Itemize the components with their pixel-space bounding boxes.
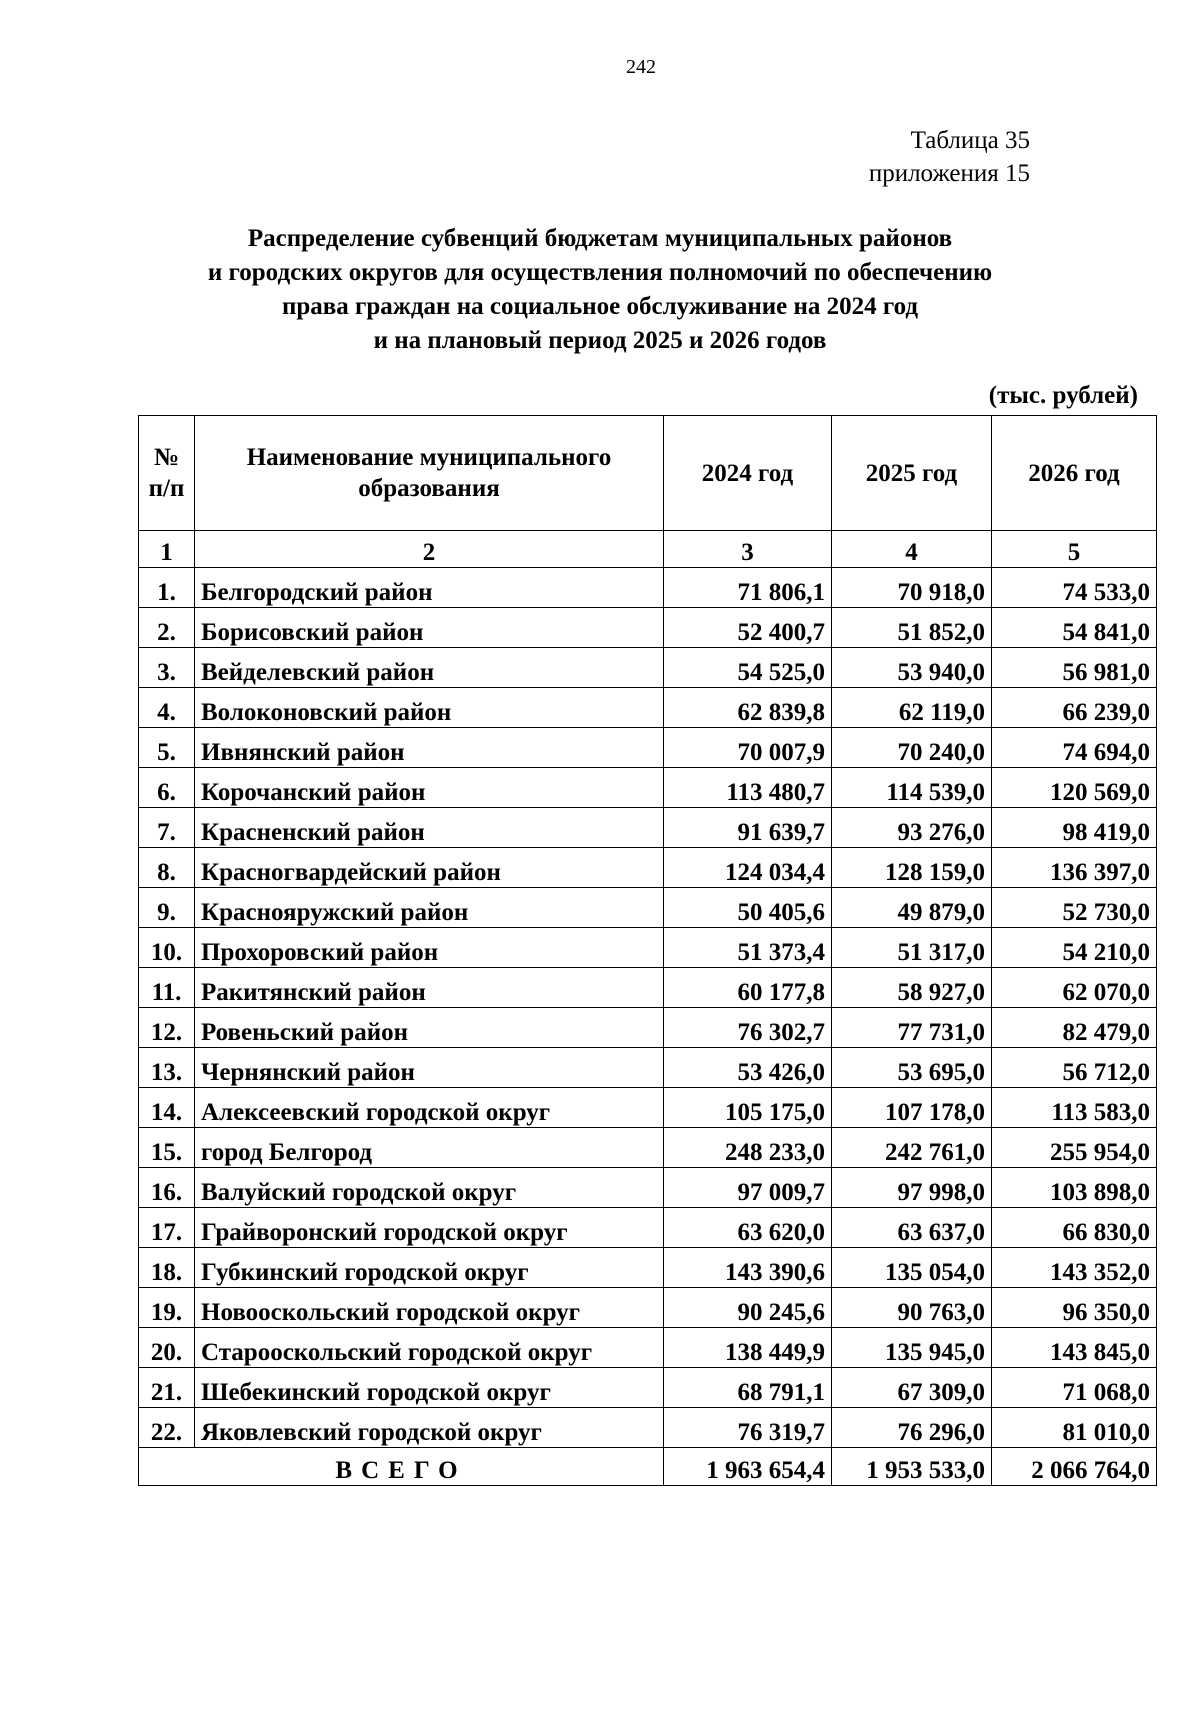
table-ref-line: приложения 15	[868, 160, 1030, 187]
municipality-name: Валуйский городской округ	[195, 1168, 664, 1208]
municipality-name: Красненский район	[195, 808, 664, 848]
row-number: 22.	[139, 1408, 195, 1448]
value-2025: 76 296,0	[832, 1408, 992, 1448]
row-number: 11.	[139, 968, 195, 1008]
row-number: 4.	[139, 688, 195, 728]
municipality-name: Борисовский район	[195, 608, 664, 648]
value-2026: 56 981,0	[992, 648, 1157, 688]
municipality-name: Старооскольский городской округ	[195, 1328, 664, 1368]
table-row	[139, 568, 1157, 608]
value-2026: 66 830,0	[992, 1208, 1157, 1248]
table-row	[139, 888, 1157, 928]
municipality-name: Корочанский район	[195, 768, 664, 808]
header-num: № п/п	[139, 416, 195, 531]
value-2025: 49 879,0	[832, 888, 992, 928]
table-row	[139, 928, 1157, 968]
table-reference	[869, 124, 1030, 190]
value-2024: 71 806,1	[664, 568, 832, 608]
municipality-name: Грайворонский городской округ	[195, 1208, 664, 1248]
value-2025: 70 918,0	[832, 568, 992, 608]
value-2026: 82 479,0	[992, 1008, 1157, 1048]
units-label: (тыс. рублей)	[988, 382, 1138, 409]
row-number: 17.	[139, 1208, 195, 1248]
value-2025: 67 309,0	[832, 1368, 992, 1408]
municipality-name: Красногвардейский район	[195, 848, 664, 888]
page-number: 242	[626, 56, 656, 78]
row-number: 1.	[139, 568, 195, 608]
row-number: 12.	[139, 1008, 195, 1048]
municipality-name: Вейделевский район	[195, 648, 664, 688]
value-2025: 51 852,0	[832, 608, 992, 648]
table-row	[139, 1408, 1157, 1448]
total-label: ВСЕГО	[139, 1448, 664, 1486]
municipality-name: Прохоровский район	[195, 928, 664, 968]
value-2024: 76 319,7	[664, 1408, 832, 1448]
value-2024: 50 405,6	[664, 888, 832, 928]
value-2026: 54 210,0	[992, 928, 1157, 968]
municipality-name: Ракитянский район	[195, 968, 664, 1008]
value-2024: 143 390,6	[664, 1248, 832, 1288]
subvention-table	[138, 415, 1157, 1486]
value-2025: 114 539,0	[832, 768, 992, 808]
table-row	[139, 1088, 1157, 1128]
table-row	[139, 1008, 1157, 1048]
row-number: 7.	[139, 808, 195, 848]
municipality-name: Краснояружский район	[195, 888, 664, 928]
value-2026: 98 419,0	[992, 808, 1157, 848]
title-line: и городских округов для осуществления полномочий по обеспечению	[207, 259, 993, 286]
value-2024: 60 177,8	[664, 968, 832, 1008]
value-2024: 97 009,7	[664, 1168, 832, 1208]
value-2026: 120 569,0	[992, 768, 1157, 808]
row-number: 5.	[139, 728, 195, 768]
value-2025: 77 731,0	[832, 1008, 992, 1048]
value-2025: 242 761,0	[832, 1128, 992, 1168]
municipality-name: Волоконовский район	[195, 688, 664, 728]
row-number: 2.	[139, 608, 195, 648]
value-2026: 56 712,0	[992, 1048, 1157, 1088]
row-number: 21.	[139, 1368, 195, 1408]
row-number: 16.	[139, 1168, 195, 1208]
value-2025: 53 940,0	[832, 648, 992, 688]
table-row	[139, 728, 1157, 768]
row-number: 14.	[139, 1088, 195, 1128]
value-2025: 90 763,0	[832, 1288, 992, 1328]
value-2024: 52 400,7	[664, 608, 832, 648]
value-2026: 74 533,0	[992, 568, 1157, 608]
value-2025: 58 927,0	[832, 968, 992, 1008]
total-row	[139, 1448, 1157, 1486]
value-2026: 52 730,0	[992, 888, 1157, 928]
table-row	[139, 1128, 1157, 1168]
row-number: 6.	[139, 768, 195, 808]
total-2026: 2 066 764,0	[992, 1448, 1157, 1486]
municipality-name: Ровеньский район	[195, 1008, 664, 1048]
value-2026: 136 397,0	[992, 848, 1157, 888]
value-2024: 62 839,8	[664, 688, 832, 728]
value-2026: 143 352,0	[992, 1248, 1157, 1288]
table-row	[139, 608, 1157, 648]
value-2026: 113 583,0	[992, 1088, 1157, 1128]
value-2025: 107 178,0	[832, 1088, 992, 1128]
value-2026: 71 068,0	[992, 1368, 1157, 1408]
value-2026: 143 845,0	[992, 1328, 1157, 1368]
municipality-name: Белгородский район	[195, 568, 664, 608]
value-2024: 76 302,7	[664, 1008, 832, 1048]
table-row	[139, 768, 1157, 808]
table-row	[139, 968, 1157, 1008]
value-2026: 255 954,0	[992, 1128, 1157, 1168]
row-number: 8.	[139, 848, 195, 888]
value-2025: 51 317,0	[832, 928, 992, 968]
row-number: 19.	[139, 1288, 195, 1328]
table-row	[139, 1288, 1157, 1328]
value-2025: 97 998,0	[832, 1168, 992, 1208]
table-row	[139, 688, 1157, 728]
value-2024: 63 620,0	[664, 1208, 832, 1248]
title-line: и на плановый период 2025 и 2026 годов	[373, 327, 827, 354]
value-2025: 135 945,0	[832, 1328, 992, 1368]
value-2024: 53 426,0	[664, 1048, 832, 1088]
value-2026: 81 010,0	[992, 1408, 1157, 1448]
table-ref-line: Таблица 35	[910, 127, 1030, 154]
table-row	[139, 1328, 1157, 1368]
value-2025: 128 159,0	[832, 848, 992, 888]
value-2024: 138 449,9	[664, 1328, 832, 1368]
municipality-name: Чернянский район	[195, 1048, 664, 1088]
title-line: Распределение субвенций бюджетам муниципальных районов	[247, 225, 953, 252]
header-2024: 2024 год	[664, 416, 832, 531]
header-2025: 2025 год	[832, 416, 992, 531]
value-2024: 70 007,9	[664, 728, 832, 768]
title-line: права граждан на социальное обслуживание на 2024 год	[281, 293, 919, 320]
value-2026: 74 694,0	[992, 728, 1157, 768]
value-2024: 105 175,0	[664, 1088, 832, 1128]
column-number: 2	[195, 531, 664, 568]
value-2025: 62 119,0	[832, 688, 992, 728]
row-number: 20.	[139, 1328, 195, 1368]
row-number: 10.	[139, 928, 195, 968]
table-row	[139, 808, 1157, 848]
row-number: 15.	[139, 1128, 195, 1168]
value-2025: 53 695,0	[832, 1048, 992, 1088]
municipality-name: Яковлевский городской округ	[195, 1408, 664, 1448]
table-row	[139, 1248, 1157, 1288]
municipality-name: Алексеевский городской округ	[195, 1088, 664, 1128]
value-2024: 90 245,6	[664, 1288, 832, 1328]
table-row	[139, 1208, 1157, 1248]
value-2026: 62 070,0	[992, 968, 1157, 1008]
municipality-name: город Белгород	[195, 1128, 664, 1168]
value-2024: 113 480,7	[664, 768, 832, 808]
table-row	[139, 848, 1157, 888]
municipality-name: Новооскольский городской округ	[195, 1288, 664, 1328]
table-row	[139, 1048, 1157, 1088]
value-2025: 63 637,0	[832, 1208, 992, 1248]
value-2026: 96 350,0	[992, 1288, 1157, 1328]
header-name: Наименование муниципального образования	[195, 416, 664, 531]
row-number: 3.	[139, 648, 195, 688]
column-number: 1	[139, 531, 195, 568]
municipality-name: Шебекинский городской округ	[195, 1368, 664, 1408]
value-2024: 248 233,0	[664, 1128, 832, 1168]
value-2024: 91 639,7	[664, 808, 832, 848]
value-2026: 103 898,0	[992, 1168, 1157, 1208]
document-title	[150, 222, 1050, 358]
header-2026: 2026 год	[992, 416, 1157, 531]
header-row	[139, 416, 1157, 531]
total-2024: 1 963 654,4	[664, 1448, 832, 1486]
column-number-row	[139, 531, 1157, 568]
value-2026: 66 239,0	[992, 688, 1157, 728]
value-2024: 68 791,1	[664, 1368, 832, 1408]
value-2024: 54 525,0	[664, 648, 832, 688]
column-number: 5	[992, 531, 1157, 568]
row-number: 9.	[139, 888, 195, 928]
value-2025: 70 240,0	[832, 728, 992, 768]
value-2025: 135 054,0	[832, 1248, 992, 1288]
value-2026: 54 841,0	[992, 608, 1157, 648]
table-row	[139, 1168, 1157, 1208]
row-number: 13.	[139, 1048, 195, 1088]
column-number: 3	[664, 531, 832, 568]
column-number: 4	[832, 531, 992, 568]
value-2025: 93 276,0	[832, 808, 992, 848]
row-number: 18.	[139, 1248, 195, 1288]
table-row	[139, 648, 1157, 688]
value-2024: 51 373,4	[664, 928, 832, 968]
value-2024: 124 034,4	[664, 848, 832, 888]
municipality-name: Ивнянский район	[195, 728, 664, 768]
total-2025: 1 953 533,0	[832, 1448, 992, 1486]
municipality-name: Губкинский городской округ	[195, 1248, 664, 1288]
table-row	[139, 1368, 1157, 1408]
